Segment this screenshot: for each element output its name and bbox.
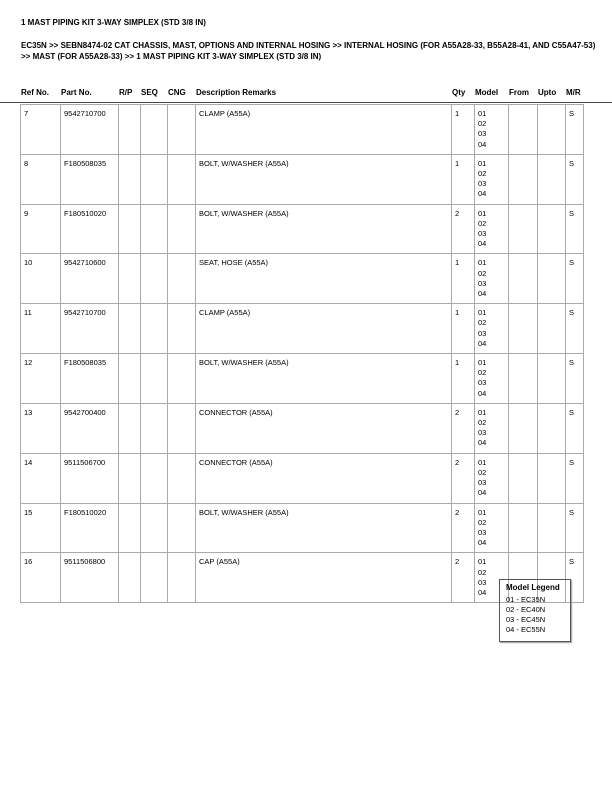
model-cell (475, 503, 509, 553)
model-code: 01 (478, 457, 487, 467)
model-cell (475, 453, 509, 503)
model-cell (475, 154, 509, 204)
ref-cell: 9 (21, 204, 61, 254)
table-row (21, 453, 584, 503)
mr-cell: S (566, 354, 584, 404)
description-cell: CAP (A55A) (196, 553, 452, 603)
model-code: 03 (478, 129, 487, 139)
qty-cell: 2 (452, 403, 475, 453)
ref-cell: 10 (21, 254, 61, 304)
qty-cell: 1 (452, 354, 475, 404)
seq-cell (141, 204, 168, 254)
seq-cell (141, 503, 168, 553)
cng-cell (168, 403, 196, 453)
rp-cell (119, 154, 141, 204)
table-row (21, 503, 584, 553)
part-number-cell: F180510020 (61, 503, 119, 553)
legend-item: 03 - EC45N (506, 615, 546, 624)
cng-cell (168, 154, 196, 204)
model-code: 03 (478, 577, 487, 587)
seq-cell (141, 304, 168, 354)
table-row (21, 354, 584, 404)
description-cell: BOLT, W/WASHER (A55A) (196, 354, 452, 404)
model-code: 04 (478, 388, 487, 398)
model-code: 03 (478, 278, 487, 288)
upto-cell (538, 304, 566, 354)
upto-cell (538, 453, 566, 503)
table-row (21, 254, 584, 304)
qty-cell: 2 (452, 453, 475, 503)
legend-item: 01 - EC35N (506, 595, 546, 604)
col-from: From (509, 88, 529, 97)
model-cell (475, 105, 509, 155)
ref-cell: 16 (21, 553, 61, 603)
model-code: 04 (478, 338, 487, 348)
col-ref: Ref No. (21, 88, 49, 97)
ref-cell: 7 (21, 105, 61, 155)
part-number-cell: 9542710700 (61, 304, 119, 354)
qty-cell: 1 (452, 154, 475, 204)
rp-cell (119, 403, 141, 453)
rp-cell (119, 354, 141, 404)
upto-cell (538, 154, 566, 204)
mr-cell: S (566, 403, 584, 453)
model-code: 01 (478, 507, 487, 517)
seq-cell (141, 254, 168, 304)
table-row (21, 204, 584, 254)
col-mr: M/R (566, 88, 581, 97)
qty-cell: 1 (452, 105, 475, 155)
model-code: 01 (478, 557, 487, 567)
from-cell (509, 254, 538, 304)
model-code: 01 (478, 158, 487, 168)
ref-cell: 13 (21, 403, 61, 453)
from-cell (509, 304, 538, 354)
model-code: 02 (478, 418, 487, 428)
mr-cell: S (566, 204, 584, 254)
qty-cell: 1 (452, 304, 475, 354)
model-code: 04 (478, 289, 487, 299)
model-code: 03 (478, 527, 487, 537)
cng-cell (168, 304, 196, 354)
legend-title: Model Legend (506, 583, 560, 592)
rp-cell (119, 105, 141, 155)
col-desc: Description Remarks (196, 88, 277, 97)
cng-cell (168, 553, 196, 603)
description-cell: BOLT, W/WASHER (A55A) (196, 503, 452, 553)
table-row (21, 403, 584, 453)
upto-cell (538, 403, 566, 453)
qty-cell: 2 (452, 553, 475, 603)
model-cell (475, 204, 509, 254)
mr-cell: S (566, 154, 584, 204)
cng-cell (168, 503, 196, 553)
ref-cell: 8 (21, 154, 61, 204)
model-code: 02 (478, 318, 487, 328)
model-cell (475, 354, 509, 404)
cng-cell (168, 105, 196, 155)
mr-cell: S (566, 304, 584, 354)
part-number-cell: F180508035 (61, 354, 119, 404)
description-cell: CONNECTOR (A55A) (196, 403, 452, 453)
upto-cell (538, 105, 566, 155)
model-code: 02 (478, 268, 487, 278)
seq-cell (141, 453, 168, 503)
cng-cell (168, 354, 196, 404)
description-cell: CLAMP (A55A) (196, 105, 452, 155)
part-number-cell: 9511506700 (61, 453, 119, 503)
from-cell (509, 154, 538, 204)
mr-cell: S (566, 553, 584, 603)
seq-cell (141, 553, 168, 603)
mr-cell: S (566, 453, 584, 503)
part-number-cell: F180508035 (61, 154, 119, 204)
model-code: 02 (478, 368, 487, 378)
model-code: 04 (478, 488, 487, 498)
model-cell (475, 254, 509, 304)
model-code: 04 (478, 139, 487, 149)
model-code: 03 (478, 229, 487, 239)
model-cell (475, 304, 509, 354)
qty-cell: 2 (452, 503, 475, 553)
model-code: 02 (478, 567, 487, 577)
model-code: 02 (478, 119, 487, 129)
part-number-cell: 9542710600 (61, 254, 119, 304)
model-code: 03 (478, 428, 487, 438)
model-code: 01 (478, 258, 487, 268)
model-code: 02 (478, 467, 487, 477)
parts-table (20, 104, 584, 603)
cng-cell (168, 453, 196, 503)
col-model: Model (475, 88, 499, 97)
upto-cell (538, 503, 566, 553)
part-number-cell: 9542700400 (61, 403, 119, 453)
model-code: 04 (478, 538, 487, 548)
cng-cell (168, 204, 196, 254)
col-seq: SEQ (141, 88, 158, 97)
upto-cell (538, 254, 566, 304)
upto-cell (538, 204, 566, 254)
model-code: 04 (478, 587, 487, 597)
description-cell: BOLT, W/WASHER (A55A) (196, 204, 452, 254)
description-cell: CLAMP (A55A) (196, 304, 452, 354)
model-code: 03 (478, 179, 487, 189)
cng-cell (168, 254, 196, 304)
part-number-cell: 9542710700 (61, 105, 119, 155)
model-code: 01 (478, 208, 487, 218)
model-code: 01 (478, 358, 487, 368)
part-number-cell: 9511506800 (61, 553, 119, 603)
from-cell (509, 453, 538, 503)
table-row (21, 304, 584, 354)
model-legend (499, 579, 571, 642)
description-cell: SEAT, HOSE (A55A) (196, 254, 452, 304)
description-cell: BOLT, W/WASHER (A55A) (196, 154, 452, 204)
rp-cell (119, 553, 141, 603)
part-number-cell: F180510020 (61, 204, 119, 254)
model-code: 02 (478, 218, 487, 228)
breadcrumb: EC35N >> SEBN8474-02 CAT CHASSIS, MAST, OPTIONS AND INTERNAL HOSING >> INTERNAL HOSING (FOR A55A28-33, B55A28-41, AND C55A47-53) >> MAST (FOR A55A28-33) >> 1 MAST PIPING KIT 3-WAY SIMPLEX (STD 3/8 IN) (21, 41, 596, 61)
from-cell (509, 503, 538, 553)
ref-cell: 11 (21, 304, 61, 354)
from-cell (509, 403, 538, 453)
model-code: 04 (478, 438, 487, 448)
rp-cell (119, 503, 141, 553)
rp-cell (119, 304, 141, 354)
qty-cell: 1 (452, 254, 475, 304)
rp-cell (119, 254, 141, 304)
model-code: 01 (478, 308, 487, 318)
table-row (21, 105, 584, 155)
model-code: 03 (478, 478, 487, 488)
upto-cell (538, 354, 566, 404)
ref-cell: 12 (21, 354, 61, 404)
from-cell (509, 105, 538, 155)
table-row (21, 154, 584, 204)
col-upto: Upto (538, 88, 557, 97)
model-code: 04 (478, 239, 487, 249)
seq-cell (141, 403, 168, 453)
seq-cell (141, 105, 168, 155)
ref-cell: 15 (21, 503, 61, 553)
mr-cell: S (566, 503, 584, 553)
model-code: 04 (478, 189, 487, 199)
model-code: 03 (478, 328, 487, 338)
mr-cell: S (566, 105, 584, 155)
seq-cell (141, 354, 168, 404)
model-code: 02 (478, 517, 487, 527)
legend-item: 02 - EC40N (506, 605, 546, 614)
model-code: 02 (478, 169, 487, 179)
from-cell (509, 204, 538, 254)
model-code: 03 (478, 378, 487, 388)
col-cng: CNG (168, 88, 186, 97)
model-code: 01 (478, 109, 487, 118)
qty-cell: 2 (452, 204, 475, 254)
model-code: 01 (478, 407, 487, 417)
ref-cell: 14 (21, 453, 61, 503)
description-cell: CONNECTOR (A55A) (196, 453, 452, 503)
table-header (0, 88, 612, 103)
rp-cell (119, 204, 141, 254)
col-part: Part No. (61, 88, 92, 97)
rp-cell (119, 453, 141, 503)
legend-item: 04 - EC55N (506, 625, 546, 634)
col-qty: Qty (452, 88, 466, 97)
model-cell (475, 403, 509, 453)
mr-cell: S (566, 254, 584, 304)
seq-cell (141, 154, 168, 204)
from-cell (509, 354, 538, 404)
col-rp: R/P (119, 88, 133, 97)
page-title: 1 MAST PIPING KIT 3-WAY SIMPLEX (STD 3/8 IN) (21, 18, 206, 27)
